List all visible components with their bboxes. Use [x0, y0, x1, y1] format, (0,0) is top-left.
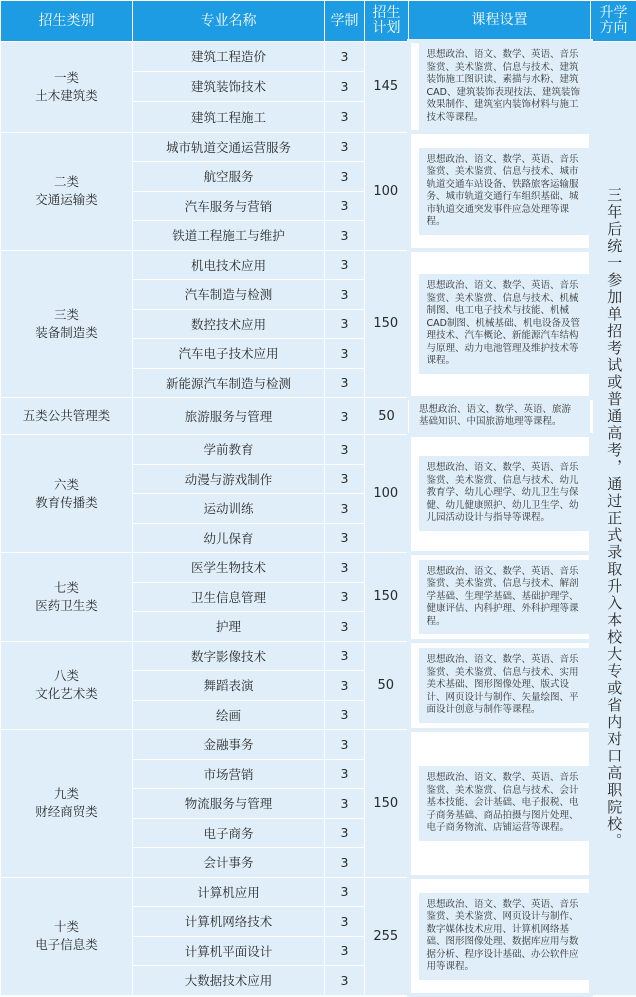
- years-cell: 3: [325, 71, 365, 101]
- category-cell: 七类 医药卫生类: [1, 553, 133, 642]
- header-quota: 招生计划: [365, 1, 409, 42]
- major-name-cell: 动漫与游戏制作: [133, 464, 325, 494]
- years-cell: 3: [325, 494, 365, 524]
- major-name-cell: 大数据技术应用: [133, 966, 325, 996]
- header-years: 学制: [325, 1, 365, 42]
- courses-cell: [409, 250, 591, 398]
- category-cell: 六类 教育传播类: [1, 435, 133, 553]
- path-cell: [591, 41, 636, 995]
- years-cell: 3: [325, 848, 365, 878]
- table-row: [1, 730, 636, 760]
- major-name-cell: 旅游服务与管理: [133, 398, 325, 435]
- table-row: [1, 553, 636, 583]
- years-cell: 3: [325, 368, 365, 398]
- quota-cell: 150: [365, 553, 409, 642]
- major-name-cell: 市场营销: [133, 759, 325, 789]
- years-cell: 3: [325, 759, 365, 789]
- category-cell: 八类 文化艺术类: [1, 641, 133, 730]
- table-row: [1, 250, 636, 280]
- path-text: 三年后统一参加单招考试或普通高考，通过正式录取升入本校大专或省内对口高职院校。: [604, 187, 624, 850]
- courses-text: 思想政治、语文、数学、英语、音乐鉴赏、美术鉴赏、信息与技术、城市轨道交通车站设备、铁路旅客运输服务、城市轨道交通行车组织基础、城市轨道交通突发事件应急处理等课程。: [419, 148, 589, 235]
- major-name-cell: 会计事务: [133, 848, 325, 878]
- courses-cell: [409, 132, 591, 250]
- table-row: [1, 398, 636, 435]
- major-name-cell: 护理: [133, 612, 325, 642]
- major-name-cell: 建筑装饰技术: [133, 71, 325, 101]
- quota-cell: 50: [365, 398, 409, 435]
- major-name-cell: 汽车制造与检测: [133, 280, 325, 310]
- major-name-cell: 物流服务与管理: [133, 789, 325, 819]
- years-cell: 3: [325, 641, 365, 671]
- years-cell: 3: [325, 221, 365, 251]
- years-cell: 3: [325, 700, 365, 730]
- years-cell: 3: [325, 612, 365, 642]
- major-name-cell: 金融事务: [133, 730, 325, 760]
- header-courses: 课程设置: [409, 1, 591, 42]
- major-name-cell: 学前教育: [133, 435, 325, 465]
- years-cell: 3: [325, 398, 365, 435]
- major-name-cell: 电子商务: [133, 818, 325, 848]
- major-name-cell: 建筑工程造价: [133, 41, 325, 71]
- years-cell: 3: [325, 435, 365, 465]
- years-cell: 3: [325, 102, 365, 132]
- courses-cell: [409, 877, 591, 995]
- courses-text: 思想政治、语文、数学、英语、音乐鉴赏、美术鉴赏、信息与技术、幼儿教育学、幼儿心理学、幼儿卫生与保健、幼儿健康照护、幼儿卫生学、幼儿园活动设计与指导等课程。: [419, 456, 589, 531]
- courses-text: 思想政治、语文、数学、英语、音乐鉴赏、美术鉴赏、网页设计与制作、数字媒体技术应用、计算机网络基础、图形图像处理、数据库应用与数据分析、程序设计基础、办公软件应用等课程。: [419, 893, 589, 980]
- years-cell: 3: [325, 309, 365, 339]
- quota-cell: 100: [365, 132, 409, 250]
- header-category: 招生类别: [1, 1, 133, 42]
- years-cell: 3: [325, 966, 365, 996]
- courses-text: 思想政治、语文、数学、英语、音乐鉴赏、美术鉴赏、信息与技术、解剖学基础、生理学基础、基础护理学、健康评估、内科护理、外科护理等课程。: [419, 560, 589, 635]
- courses-cell: [409, 435, 591, 553]
- table-row: [1, 641, 636, 671]
- years-cell: 3: [325, 877, 365, 907]
- major-name-cell: 数控技术应用: [133, 309, 325, 339]
- major-name-cell: 建筑工程施工: [133, 102, 325, 132]
- quota-cell: 150: [365, 250, 409, 398]
- header-path: 升学方向: [591, 1, 636, 42]
- years-cell: 3: [325, 250, 365, 280]
- years-cell: 3: [325, 907, 365, 937]
- years-cell: 3: [325, 789, 365, 819]
- quota-cell: 145: [365, 41, 409, 132]
- courses-cell: [409, 41, 591, 132]
- years-cell: 3: [325, 339, 365, 369]
- table-row: [1, 41, 636, 71]
- years-cell: 3: [325, 582, 365, 612]
- quota-cell: 150: [365, 730, 409, 878]
- major-name-cell: 舞蹈表演: [133, 671, 325, 701]
- courses-text: 思想政治、语文、数学、英语、音乐鉴赏、美术鉴赏、信息与技术、机械制图、电工电子技术与技能、机械CAD制图、机械基础、机电设备及管理技术、汽车概论、新能源汽车结构与原理、动力电池管理及维护技术等课程。: [419, 274, 589, 374]
- major-name-cell: 铁道工程施工与维护: [133, 221, 325, 251]
- major-name-cell: 绘画: [133, 700, 325, 730]
- major-name-cell: 机电技术应用: [133, 250, 325, 280]
- table-row: [1, 132, 636, 162]
- quota-cell: 100: [365, 435, 409, 553]
- major-name-cell: 新能源汽车制造与检测: [133, 368, 325, 398]
- courses-text: 思想政治、语文、数学、英语、音乐鉴赏、美术鉴赏、信息与技术、实用美术基础、图形图像处理、版式设计、网页设计与制作、矢量绘图、平面设计创意与制作等课程。: [419, 648, 589, 723]
- major-name-cell: 城市轨道交通运营服务: [133, 132, 325, 162]
- major-name-cell: 运动训练: [133, 494, 325, 524]
- courses-cell: [409, 553, 591, 642]
- years-cell: 3: [325, 730, 365, 760]
- courses-cell: [409, 641, 591, 730]
- years-cell: 3: [325, 162, 365, 192]
- table-row: [1, 877, 636, 907]
- category-cell: 十类 电子信息类: [1, 877, 133, 995]
- quota-cell: 255: [365, 877, 409, 995]
- quota-cell: 50: [365, 641, 409, 730]
- courses-text: 思想政治、语文、数学、英语、音乐鉴赏、美术鉴赏、信息与技术、建筑装饰施工图识读、素描与水粉、建筑CAD、建筑装饰表现技法、建筑装饰效果制作、建筑室内装饰材料与施工技术等课程。: [419, 43, 589, 130]
- years-cell: 3: [325, 818, 365, 848]
- category-cell: 一类 土木建筑类: [1, 41, 133, 132]
- table-row: [1, 435, 636, 465]
- years-cell: 3: [325, 671, 365, 701]
- major-name-cell: 卫生信息管理: [133, 582, 325, 612]
- major-name-cell: 幼儿保育: [133, 523, 325, 553]
- major-name-cell: 计算机应用: [133, 877, 325, 907]
- category-cell: 三类 装备制造类: [1, 250, 133, 398]
- major-name-cell: 数字影像技术: [133, 641, 325, 671]
- major-name-cell: 计算机平面设计: [133, 936, 325, 966]
- major-name-cell: 医学生物技术: [133, 553, 325, 583]
- courses-text: 思想政治、语文、数学、英语、音乐鉴赏、美术鉴赏、信息与技术、会计基本技能、会计基础、电子报税、电子商务基础、商品拍摄与图片处理、电子商务物流、店铺运营等课程。: [419, 766, 589, 841]
- table-body: [1, 41, 636, 995]
- years-cell: 3: [325, 523, 365, 553]
- years-cell: 3: [325, 464, 365, 494]
- major-name-cell: 汽车电子技术应用: [133, 339, 325, 369]
- category-cell: 九类 财经商贸类: [1, 730, 133, 878]
- major-name-cell: 汽车服务与营销: [133, 191, 325, 221]
- years-cell: 3: [325, 936, 365, 966]
- major-name-cell: 计算机网络技术: [133, 907, 325, 937]
- years-cell: 3: [325, 280, 365, 310]
- years-cell: 3: [325, 41, 365, 71]
- courses-cell: [409, 730, 591, 878]
- header-row: [1, 1, 636, 42]
- years-cell: 3: [325, 132, 365, 162]
- header-major: 专业名称: [133, 1, 325, 42]
- category-cell: 二类 交通运输类: [1, 132, 133, 250]
- major-name-cell: 航空服务: [133, 162, 325, 192]
- years-cell: 3: [325, 553, 365, 583]
- category-cell: 五类公共管理类: [1, 398, 133, 435]
- courses-cell: 思想政治、语文、数学、英语、旅游基础知识、中国旅游地理等课程。: [409, 398, 591, 435]
- years-cell: 3: [325, 191, 365, 221]
